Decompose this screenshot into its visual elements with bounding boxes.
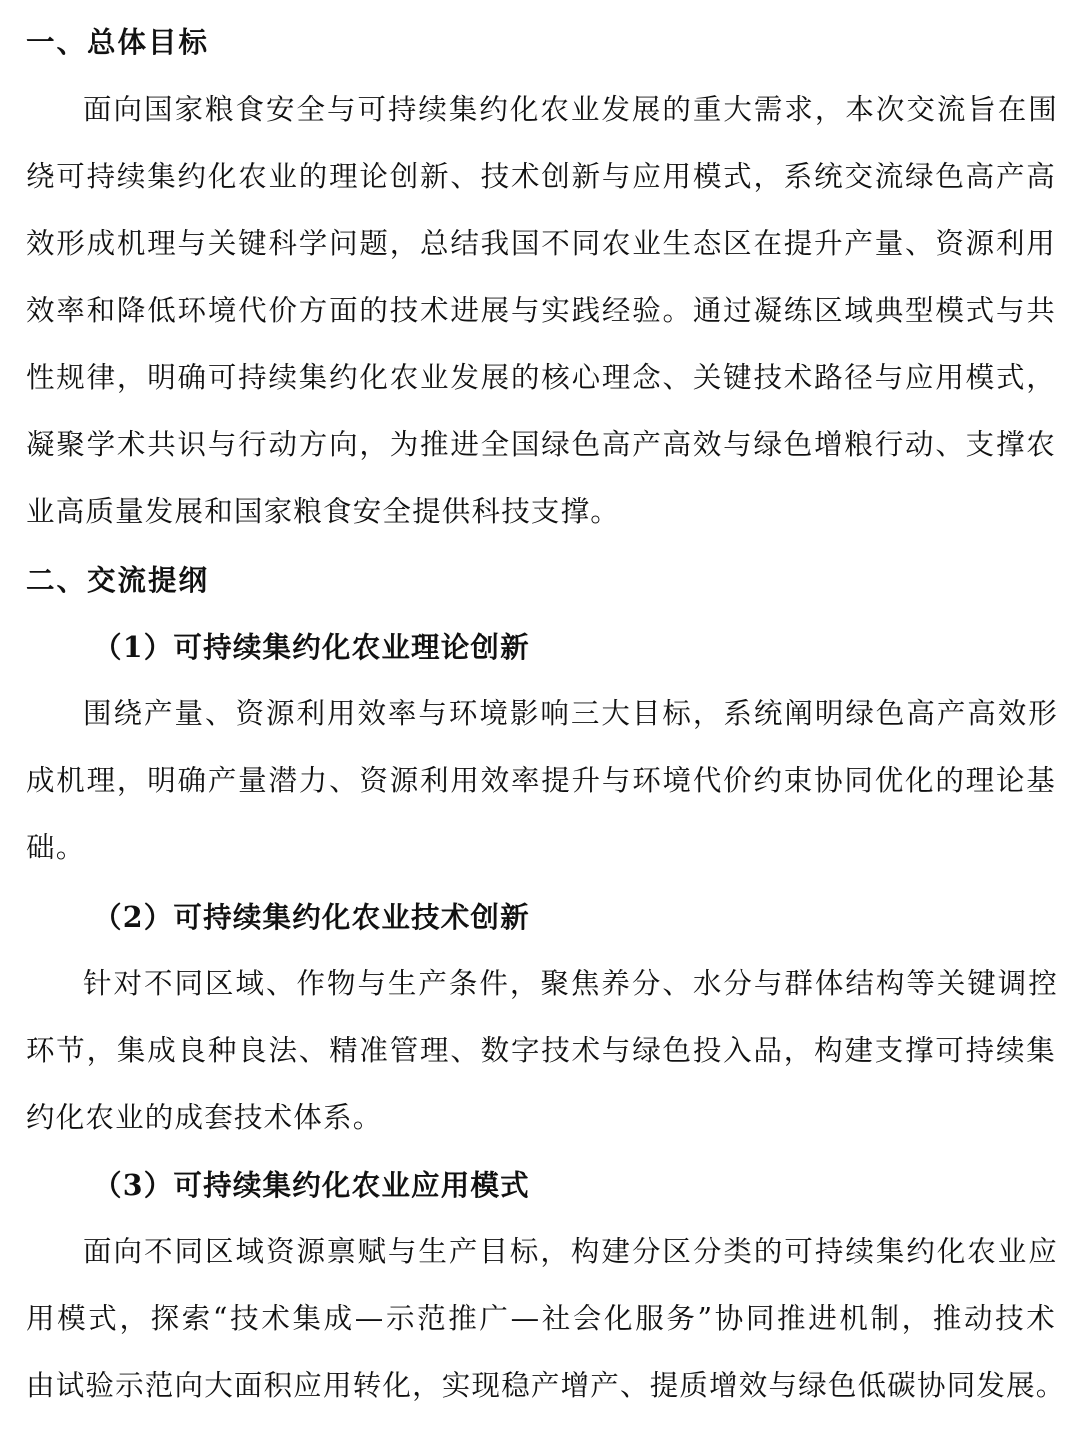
paragraph-line: 效形成机理与关键科学问题，总结我国不同农业生态区在提升产量、资源利用 — [26, 227, 1056, 260]
subsection-title-application: （3）可持续集约化农业应用模式 — [93, 1168, 530, 1202]
section-heading-outline: 二、交流提纲 — [26, 563, 210, 597]
paragraph-line: 面向国家粮食安全与可持续集约化农业发展的重大需求，本次交流旨在围 — [83, 93, 1058, 126]
paragraph-line: 性规律，明确可持续集约化农业发展的核心理念、关键技术路径与应用模式， — [26, 361, 1056, 394]
paragraph-line: 针对不同区域、作物与生产条件，聚焦养分、水分与群体结构等关键调控 — [83, 967, 1058, 1000]
paragraph-line: 约化农业的成套技术体系。 — [26, 1101, 383, 1134]
paragraph-line: 环节，集成良种良法、精准管理、数字技术与绿色投入品，构建支撑可持续集 — [26, 1034, 1056, 1067]
subsection-title-technology: （2）可持续集约化农业技术创新 — [93, 900, 530, 934]
paragraph-line: 成机理，明确产量潜力、资源利用效率提升与环境代价约束协同优化的理论基 — [26, 764, 1056, 797]
paragraph-line: 效率和降低环境代价方面的技术进展与实践经验。通过凝练区域典型模式与共 — [26, 294, 1056, 327]
paragraph-line: 面向不同区域资源禀赋与生产目标，构建分区分类的可持续集约化农业应 — [83, 1235, 1058, 1268]
section-heading-overall-goals: 一、总体目标 — [26, 25, 210, 59]
paragraph-line: 绕可持续集约化农业的理论创新、技术创新与应用模式，系统交流绿色高产高 — [26, 160, 1056, 193]
paragraph-line: 围绕产量、资源利用效率与环境影响三大目标，系统阐明绿色高产高效形 — [83, 697, 1058, 730]
paragraph-line: 础。 — [26, 831, 86, 864]
paragraph-line: 凝聚学术共识与行动方向，为推进全国绿色高产高效与绿色增粮行动、支撑农 — [26, 428, 1056, 461]
paragraph-line: 用模式，探索“技术集成—示范推广—社会化服务”协同推进机制，推动技术 — [26, 1302, 1056, 1335]
subsection-title-theory: （1）可持续集约化农业理论创新 — [93, 630, 530, 664]
paragraph-line: 由试验示范向大面积应用转化，实现稳产增产、提质增效与绿色低碳协同发展。 — [26, 1369, 1066, 1402]
paragraph-line: 业高质量发展和国家粮食安全提供科技支撑。 — [26, 495, 621, 528]
